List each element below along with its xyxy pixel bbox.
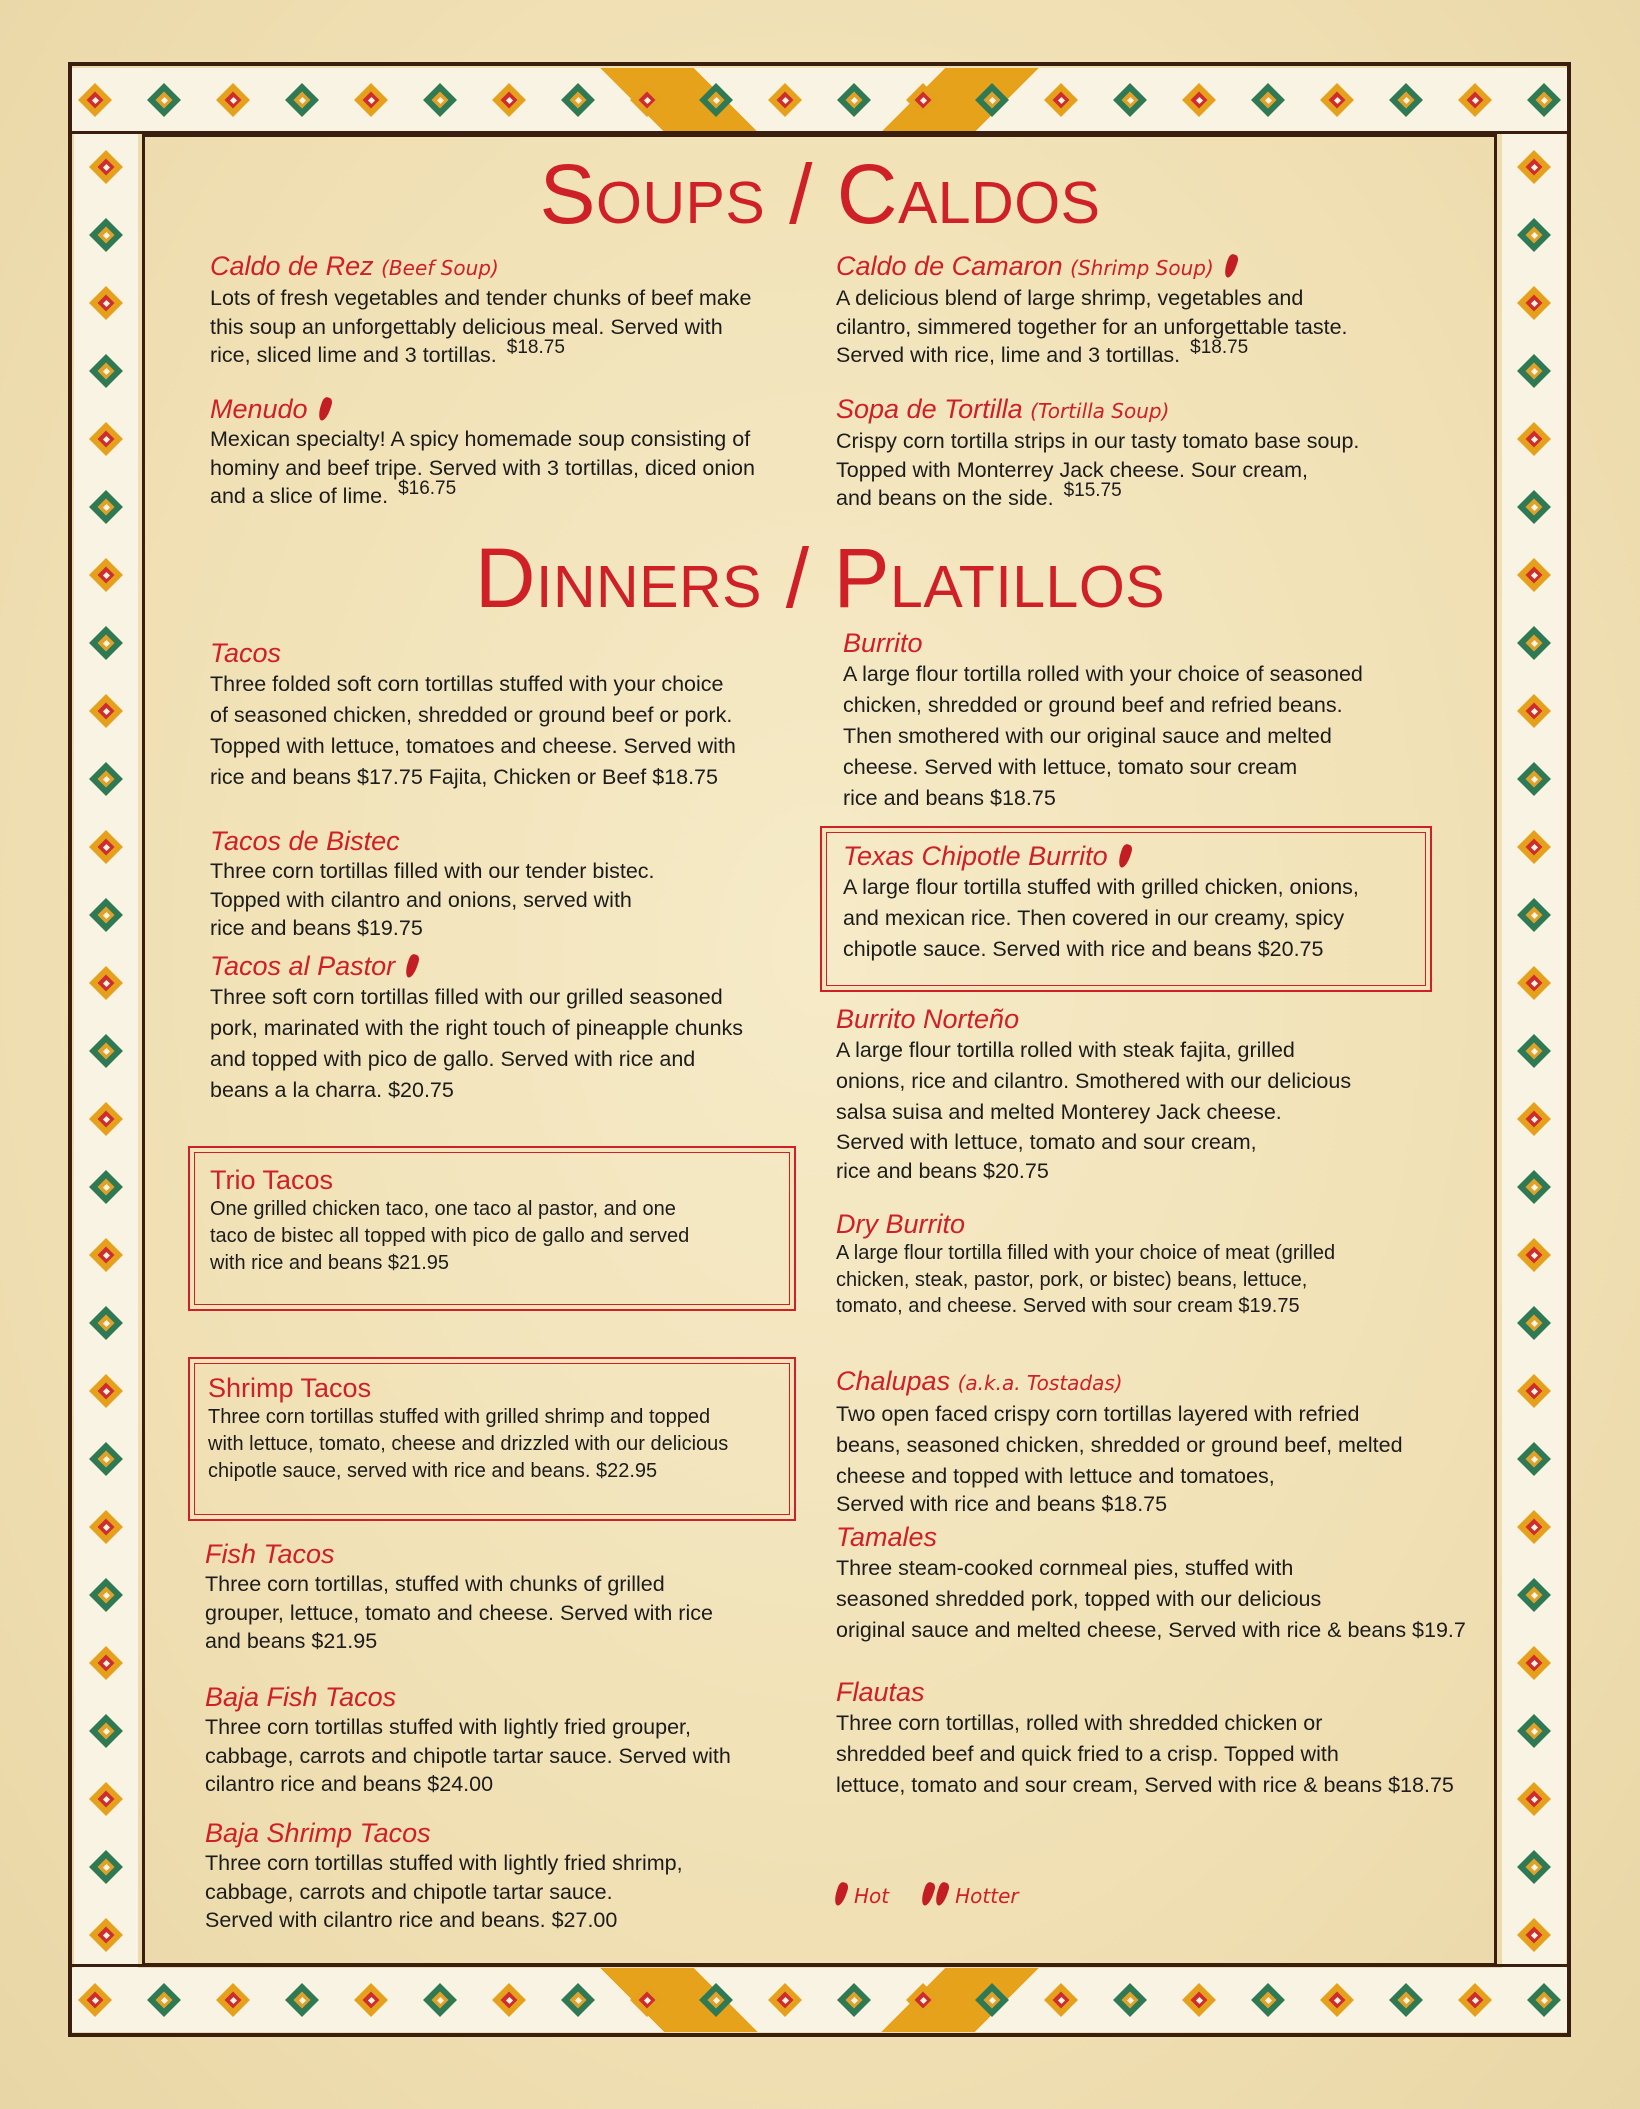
item-desc: Served with rice and beans $18.75 — [836, 1492, 1168, 1516]
item-desc: rice, sliced lime and 3 tortillas. $18.75 — [210, 337, 565, 367]
aztec-diamond-icon — [285, 1983, 319, 2017]
aztec-diamond-icon — [89, 286, 123, 320]
item-title: Burrito — [843, 628, 923, 658]
item-desc: chicken, steak, pastor, pork, or bistec) beans, lettuce, — [836, 1268, 1308, 1291]
aztec-diamond-icon — [1251, 83, 1285, 117]
aztec-diamond-icon — [1517, 1442, 1551, 1476]
aztec-diamond-icon — [89, 898, 123, 932]
item-desc: cabbage, carrots and chipotle tartar sauce. Served with — [205, 1743, 731, 1768]
chili-pepper-icon — [1116, 843, 1133, 869]
aztec-diamond-icon — [89, 1442, 123, 1476]
item-desc: and topped with pico de gallo. Served with rice and — [210, 1047, 696, 1071]
aztec-diamond-icon — [89, 1578, 123, 1612]
aztec-diamond-icon — [906, 1983, 940, 2017]
menu-item-baja-fish-tacos — [205, 1681, 731, 1799]
item-desc: lettuce, tomato and sour cream, Served with rice & beans $18.75 — [836, 1773, 1454, 1797]
item-desc: A delicious blend of large shrimp, vegetables and — [836, 286, 1304, 310]
item-desc: Three soft corn tortillas filled with our grilled seasoned — [210, 985, 723, 1009]
item-desc: A large flour tortilla rolled with your choice of seasoned — [843, 662, 1363, 686]
item-title: Caldo de Camaron (Shrimp Soup) — [836, 250, 1348, 284]
menu-item-sopa-de-tortilla — [836, 393, 1359, 515]
aztec-diamond-icon — [1517, 694, 1551, 728]
aztec-diamond-icon — [1517, 354, 1551, 388]
aztec-diamond-icon — [768, 1983, 802, 2017]
item-title: Baja Fish Tacos — [205, 1682, 397, 1712]
aztec-diamond-icon — [1389, 1983, 1423, 2017]
dinners-heading: Dinners / Platillos — [474, 531, 1166, 625]
menu-item-baja-shrimp-tacos — [205, 1817, 683, 1935]
item-desc: A large flour tortilla filled with your choice of meat (grilled — [836, 1242, 1336, 1264]
aztec-diamond-icon — [561, 1983, 595, 2017]
aztec-diamond-icon — [1517, 1510, 1551, 1544]
menu-item-tacos-al-pastor — [210, 950, 743, 1106]
item-desc: cheese and topped with lettuce and tomatoes, — [836, 1464, 1275, 1488]
item-desc: beans a la charra. $20.75 — [210, 1078, 454, 1102]
aztec-diamond-icon — [147, 83, 181, 117]
chili-pepper-icon — [316, 396, 333, 422]
aztec-diamond-icon — [89, 1646, 123, 1680]
menu-item-burrito — [843, 627, 1363, 814]
aztec-diamond-icon — [561, 83, 595, 117]
item-desc: cilantro rice and beans $24.00 — [205, 1772, 494, 1796]
item-title: Menudo — [210, 393, 755, 425]
aztec-diamond-icon — [1517, 1306, 1551, 1340]
item-price: $18.75 — [1190, 337, 1249, 358]
item-desc: A large flour tortilla rolled with steak fajita, grilled — [836, 1038, 1295, 1062]
chili-pepper-icon — [934, 1881, 951, 1907]
item-price: $15.75 — [1063, 480, 1122, 501]
aztec-diamond-icon — [89, 1714, 123, 1748]
aztec-diamond-icon — [975, 83, 1009, 117]
aztec-diamond-icon — [1517, 898, 1551, 932]
menu-item-tamales — [836, 1521, 1466, 1646]
item-desc: hominy and beef tripe. Served with 3 tortillas, diced onion — [210, 455, 755, 480]
item-desc: One grilled chicken taco, one taco al pastor, and one — [210, 1198, 676, 1220]
menu-item-tacos — [210, 637, 736, 793]
aztec-diamond-icon — [975, 1983, 1009, 2017]
aztec-diamond-icon — [630, 83, 664, 117]
item-title: Burrito Norteño — [836, 1004, 1020, 1034]
aztec-diamond-icon — [1527, 83, 1561, 117]
aztec-diamond-icon — [216, 83, 250, 117]
aztec-diamond-icon — [1517, 762, 1551, 796]
aztec-diamond-icon — [89, 1374, 123, 1408]
aztec-diamond-icon — [89, 1238, 123, 1272]
aztec-diamond-icon — [1517, 1918, 1551, 1952]
menu-item-dry-burrito — [836, 1208, 1335, 1320]
aztec-diamond-icon — [1320, 83, 1354, 117]
aztec-diamond-icon — [1251, 1983, 1285, 2017]
aztec-diamond-icon — [630, 1983, 664, 2017]
aztec-diamond-icon — [1044, 83, 1078, 117]
aztec-diamond-icon — [837, 83, 871, 117]
aztec-diamond-icon — [354, 83, 388, 117]
item-desc: with rice and beans $21.95 — [210, 1252, 450, 1274]
item-title: Tacos al Pastor — [210, 950, 743, 982]
aztec-diamond-icon — [89, 762, 123, 796]
aztec-diamond-icon — [492, 83, 526, 117]
item-desc: Topped with cilantro and onions, served with — [210, 887, 632, 912]
aztec-diamond-icon — [1044, 1983, 1078, 2017]
chili-pepper-icon — [404, 953, 421, 979]
aztec-diamond-icon — [1458, 83, 1492, 117]
menu-item-shrimp-tacos — [208, 1372, 728, 1485]
item-desc: shredded beef and quick fried to a crisp. Topped with — [836, 1742, 1339, 1766]
aztec-diamond-icon — [89, 1510, 123, 1544]
aztec-diamond-icon — [492, 1983, 526, 2017]
item-desc: chipotle sauce. Served with rice and beans $20.75 — [843, 937, 1324, 961]
item-desc: of seasoned chicken, shredded or ground beef or pork. — [210, 703, 733, 727]
item-desc: cheese. Served with lettuce, tomato sour cream — [843, 755, 1298, 779]
item-title: Baja Shrimp Tacos — [205, 1818, 431, 1848]
item-desc: seasoned shredded pork, topped with our delicious — [836, 1587, 1322, 1611]
aztec-diamond-icon — [285, 83, 319, 117]
item-desc: chicken, shredded or ground beef and refried beans. — [843, 693, 1343, 717]
aztec-diamond-icon — [1517, 422, 1551, 456]
right-motif-column — [1517, 150, 1551, 1986]
aztec-diamond-icon — [768, 83, 802, 117]
item-title: Tacos de Bistec — [210, 826, 400, 856]
item-desc: rice and beans $18.75 — [843, 786, 1056, 810]
menu-item-menudo — [210, 393, 755, 513]
item-desc: beans, seasoned chicken, shredded or ground beef, melted — [836, 1433, 1403, 1457]
item-desc: onions, rice and cilantro. Smothered with our delicious — [836, 1069, 1352, 1093]
aztec-diamond-icon — [89, 1102, 123, 1136]
item-desc: and beans on the side. $15.75 — [836, 480, 1122, 510]
aztec-diamond-icon — [89, 1034, 123, 1068]
item-price: $18.75 — [506, 337, 565, 358]
item-desc: rice and beans $19.75 — [210, 916, 423, 940]
item-title: Tamales — [836, 1522, 938, 1552]
item-desc: A large flour tortilla stuffed with grilled chicken, onions, — [843, 875, 1359, 899]
aztec-diamond-icon — [1389, 83, 1423, 117]
item-desc: Three corn tortillas, stuffed with chunks of grilled — [205, 1572, 665, 1596]
aztec-diamond-icon — [1517, 1170, 1551, 1204]
aztec-diamond-icon — [89, 354, 123, 388]
item-desc: Crispy corn tortilla strips in our tasty tomato base soup. — [836, 429, 1360, 453]
top-motif-row — [78, 83, 1596, 117]
aztec-diamond-icon — [78, 83, 112, 117]
aztec-diamond-icon — [1182, 83, 1216, 117]
aztec-diamond-icon — [89, 1170, 123, 1204]
aztec-diamond-icon — [1517, 1850, 1551, 1884]
aztec-diamond-icon — [1113, 1983, 1147, 2017]
soups-heading: Soups / Caldos — [539, 147, 1101, 241]
menu-item-burrito-norteno — [836, 1003, 1351, 1185]
aztec-diamond-icon — [699, 1983, 733, 2017]
aztec-diamond-icon — [354, 1983, 388, 2017]
item-title: Tacos — [210, 638, 282, 668]
aztec-diamond-icon — [1517, 1034, 1551, 1068]
menu-item-texas-chipotle-burrito — [843, 840, 1359, 965]
aztec-diamond-icon — [1320, 1983, 1354, 2017]
aztec-diamond-icon — [423, 83, 457, 117]
item-desc: Three corn tortillas stuffed with lightly fried grouper, — [205, 1715, 691, 1739]
menu-item-trio-tacos — [210, 1164, 689, 1277]
item-desc: Topped with Monterrey Jack cheese. Sour cream, — [836, 457, 1309, 482]
aztec-diamond-icon — [89, 1918, 123, 1952]
item-desc: Topped with lettuce, tomatoes and cheese. Served with — [210, 734, 736, 758]
aztec-diamond-icon — [1517, 830, 1551, 864]
item-title: Shrimp Tacos — [208, 1373, 372, 1403]
aztec-diamond-icon — [1517, 1714, 1551, 1748]
aztec-diamond-icon — [1517, 1102, 1551, 1136]
item-title: Texas Chipotle Burrito — [843, 840, 1359, 872]
aztec-diamond-icon — [1517, 966, 1551, 1000]
aztec-diamond-icon — [1517, 286, 1551, 320]
aztec-diamond-icon — [1182, 1983, 1216, 2017]
item-desc: and mexican rice. Then covered in our creamy, spicy — [843, 906, 1345, 930]
item-desc: this soup an unforgettably delicious meal. Served with — [210, 314, 723, 339]
item-title: Fish Tacos — [205, 1539, 335, 1569]
aztec-diamond-icon — [78, 1983, 112, 2017]
aztec-diamond-icon — [1517, 1238, 1551, 1272]
aztec-diamond-icon — [699, 83, 733, 117]
item-title: Chalupas (a.k.a. Tostadas) — [836, 1366, 1123, 1396]
item-desc: Three corn tortillas stuffed with grilled shrimp and topped — [208, 1406, 711, 1428]
aztec-diamond-icon — [89, 1306, 123, 1340]
item-desc: rice and beans $20.75 — [836, 1159, 1049, 1183]
aztec-diamond-icon — [1517, 1782, 1551, 1816]
aztec-diamond-icon — [89, 1782, 123, 1816]
item-title: Caldo de Rez (Beef Soup) — [210, 251, 499, 281]
menu-item-fish-tacos — [205, 1538, 713, 1656]
menu-item-tacos-de-bistec — [210, 825, 655, 943]
aztec-diamond-icon — [423, 1983, 457, 2017]
aztec-diamond-icon — [89, 694, 123, 728]
item-desc: Three corn tortillas stuffed with lightly fried shrimp, — [205, 1851, 683, 1875]
item-desc: chipotle sauce, served with rice and beans. $22.95 — [208, 1460, 658, 1482]
item-desc: with lettuce, tomato, cheese and drizzled with our delicious — [208, 1433, 729, 1455]
aztec-diamond-icon — [89, 966, 123, 1000]
item-desc: Mexican specialty! A spicy homemade soup consisting of — [210, 427, 751, 451]
item-desc: pork, marinated with the right touch of pineapple chunks — [210, 1016, 744, 1040]
item-title: Dry Burrito — [836, 1209, 966, 1239]
spice-legend — [836, 1882, 1019, 1908]
item-desc: Three folded soft corn tortillas stuffed with your choice — [210, 672, 724, 696]
aztec-diamond-icon — [1527, 1983, 1561, 2017]
item-desc: grouper, lettuce, tomato and cheese. Served with rice — [205, 1600, 713, 1625]
item-desc: Three corn tortillas filled with our tender bistec. — [210, 859, 655, 883]
legend-hotter-label: Hotter — [955, 1884, 1019, 1908]
item-price: $16.75 — [398, 478, 457, 499]
item-title: Sopa de Tortilla (Tortilla Soup) — [836, 394, 1170, 424]
aztec-diamond-icon — [147, 1983, 181, 2017]
menu-item-caldo-de-rez — [210, 250, 751, 372]
item-desc: salsa suisa and melted Monterey Jack cheese. — [836, 1100, 1282, 1124]
aztec-diamond-icon — [1517, 1374, 1551, 1408]
menu-item-chalupas — [836, 1365, 1403, 1517]
item-desc: Served with cilantro rice and beans. $27.00 — [205, 1908, 618, 1932]
item-desc: Then smothered with our original sauce and melted — [843, 724, 1332, 748]
aztec-diamond-icon — [837, 1983, 871, 2017]
item-desc: Served with lettuce, tomato and sour cream, — [836, 1130, 1257, 1154]
item-desc: Served with rice, lime and 3 tortillas. $18.75 — [836, 337, 1249, 367]
aztec-diamond-icon — [89, 490, 123, 524]
bottom-motif-row — [78, 1983, 1596, 2017]
item-desc: and beans $21.95 — [205, 1629, 378, 1653]
aztec-diamond-icon — [216, 1983, 250, 2017]
left-motif-column — [89, 150, 123, 1986]
item-desc: cilantro, simmered together for an unforgettable taste. — [836, 314, 1348, 339]
menu-item-flautas — [836, 1676, 1454, 1801]
item-desc: Two open faced crispy corn tortillas layered with refried — [836, 1402, 1360, 1426]
aztec-diamond-icon — [1517, 626, 1551, 660]
item-desc: Three corn tortillas, rolled with shredded chicken or — [836, 1711, 1323, 1735]
aztec-diamond-icon — [1458, 1983, 1492, 2017]
item-desc: taco de bistec all topped with pico de gallo and served — [210, 1225, 690, 1247]
item-desc: Lots of fresh vegetables and tender chunks of beef make — [210, 286, 752, 310]
chili-pepper-icon — [1222, 253, 1239, 279]
aztec-diamond-icon — [89, 422, 123, 456]
aztec-diamond-icon — [1517, 1578, 1551, 1612]
legend-hot-label: Hot — [854, 1884, 890, 1908]
item-desc: Three steam-cooked cornmeal pies, stuffed with — [836, 1556, 1294, 1580]
chili-pepper-icon — [833, 1881, 850, 1907]
menu-item-caldo-de-camaron — [836, 250, 1348, 372]
aztec-diamond-icon — [1113, 83, 1147, 117]
item-title: Flautas — [836, 1677, 925, 1707]
aztec-diamond-icon — [89, 1850, 123, 1884]
item-title: Trio Tacos — [210, 1165, 334, 1195]
item-desc: tomato, and cheese. Served with sour cream $19.75 — [836, 1295, 1300, 1317]
item-desc: original sauce and melted cheese, Served with rice & beans $19.7 — [836, 1618, 1466, 1642]
chili-pepper-icon — [920, 1881, 937, 1907]
aztec-diamond-icon — [89, 626, 123, 660]
aztec-diamond-icon — [89, 830, 123, 864]
item-desc: cabbage, carrots and chipotle tartar sauce. — [205, 1879, 613, 1904]
aztec-diamond-icon — [1517, 490, 1551, 524]
aztec-diamond-icon — [906, 83, 940, 117]
aztec-diamond-icon — [1517, 1646, 1551, 1680]
item-desc: rice and beans $17.75 Fajita, Chicken or Beef $18.75 — [210, 765, 718, 789]
item-desc: and a slice of lime. $16.75 — [210, 478, 457, 508]
